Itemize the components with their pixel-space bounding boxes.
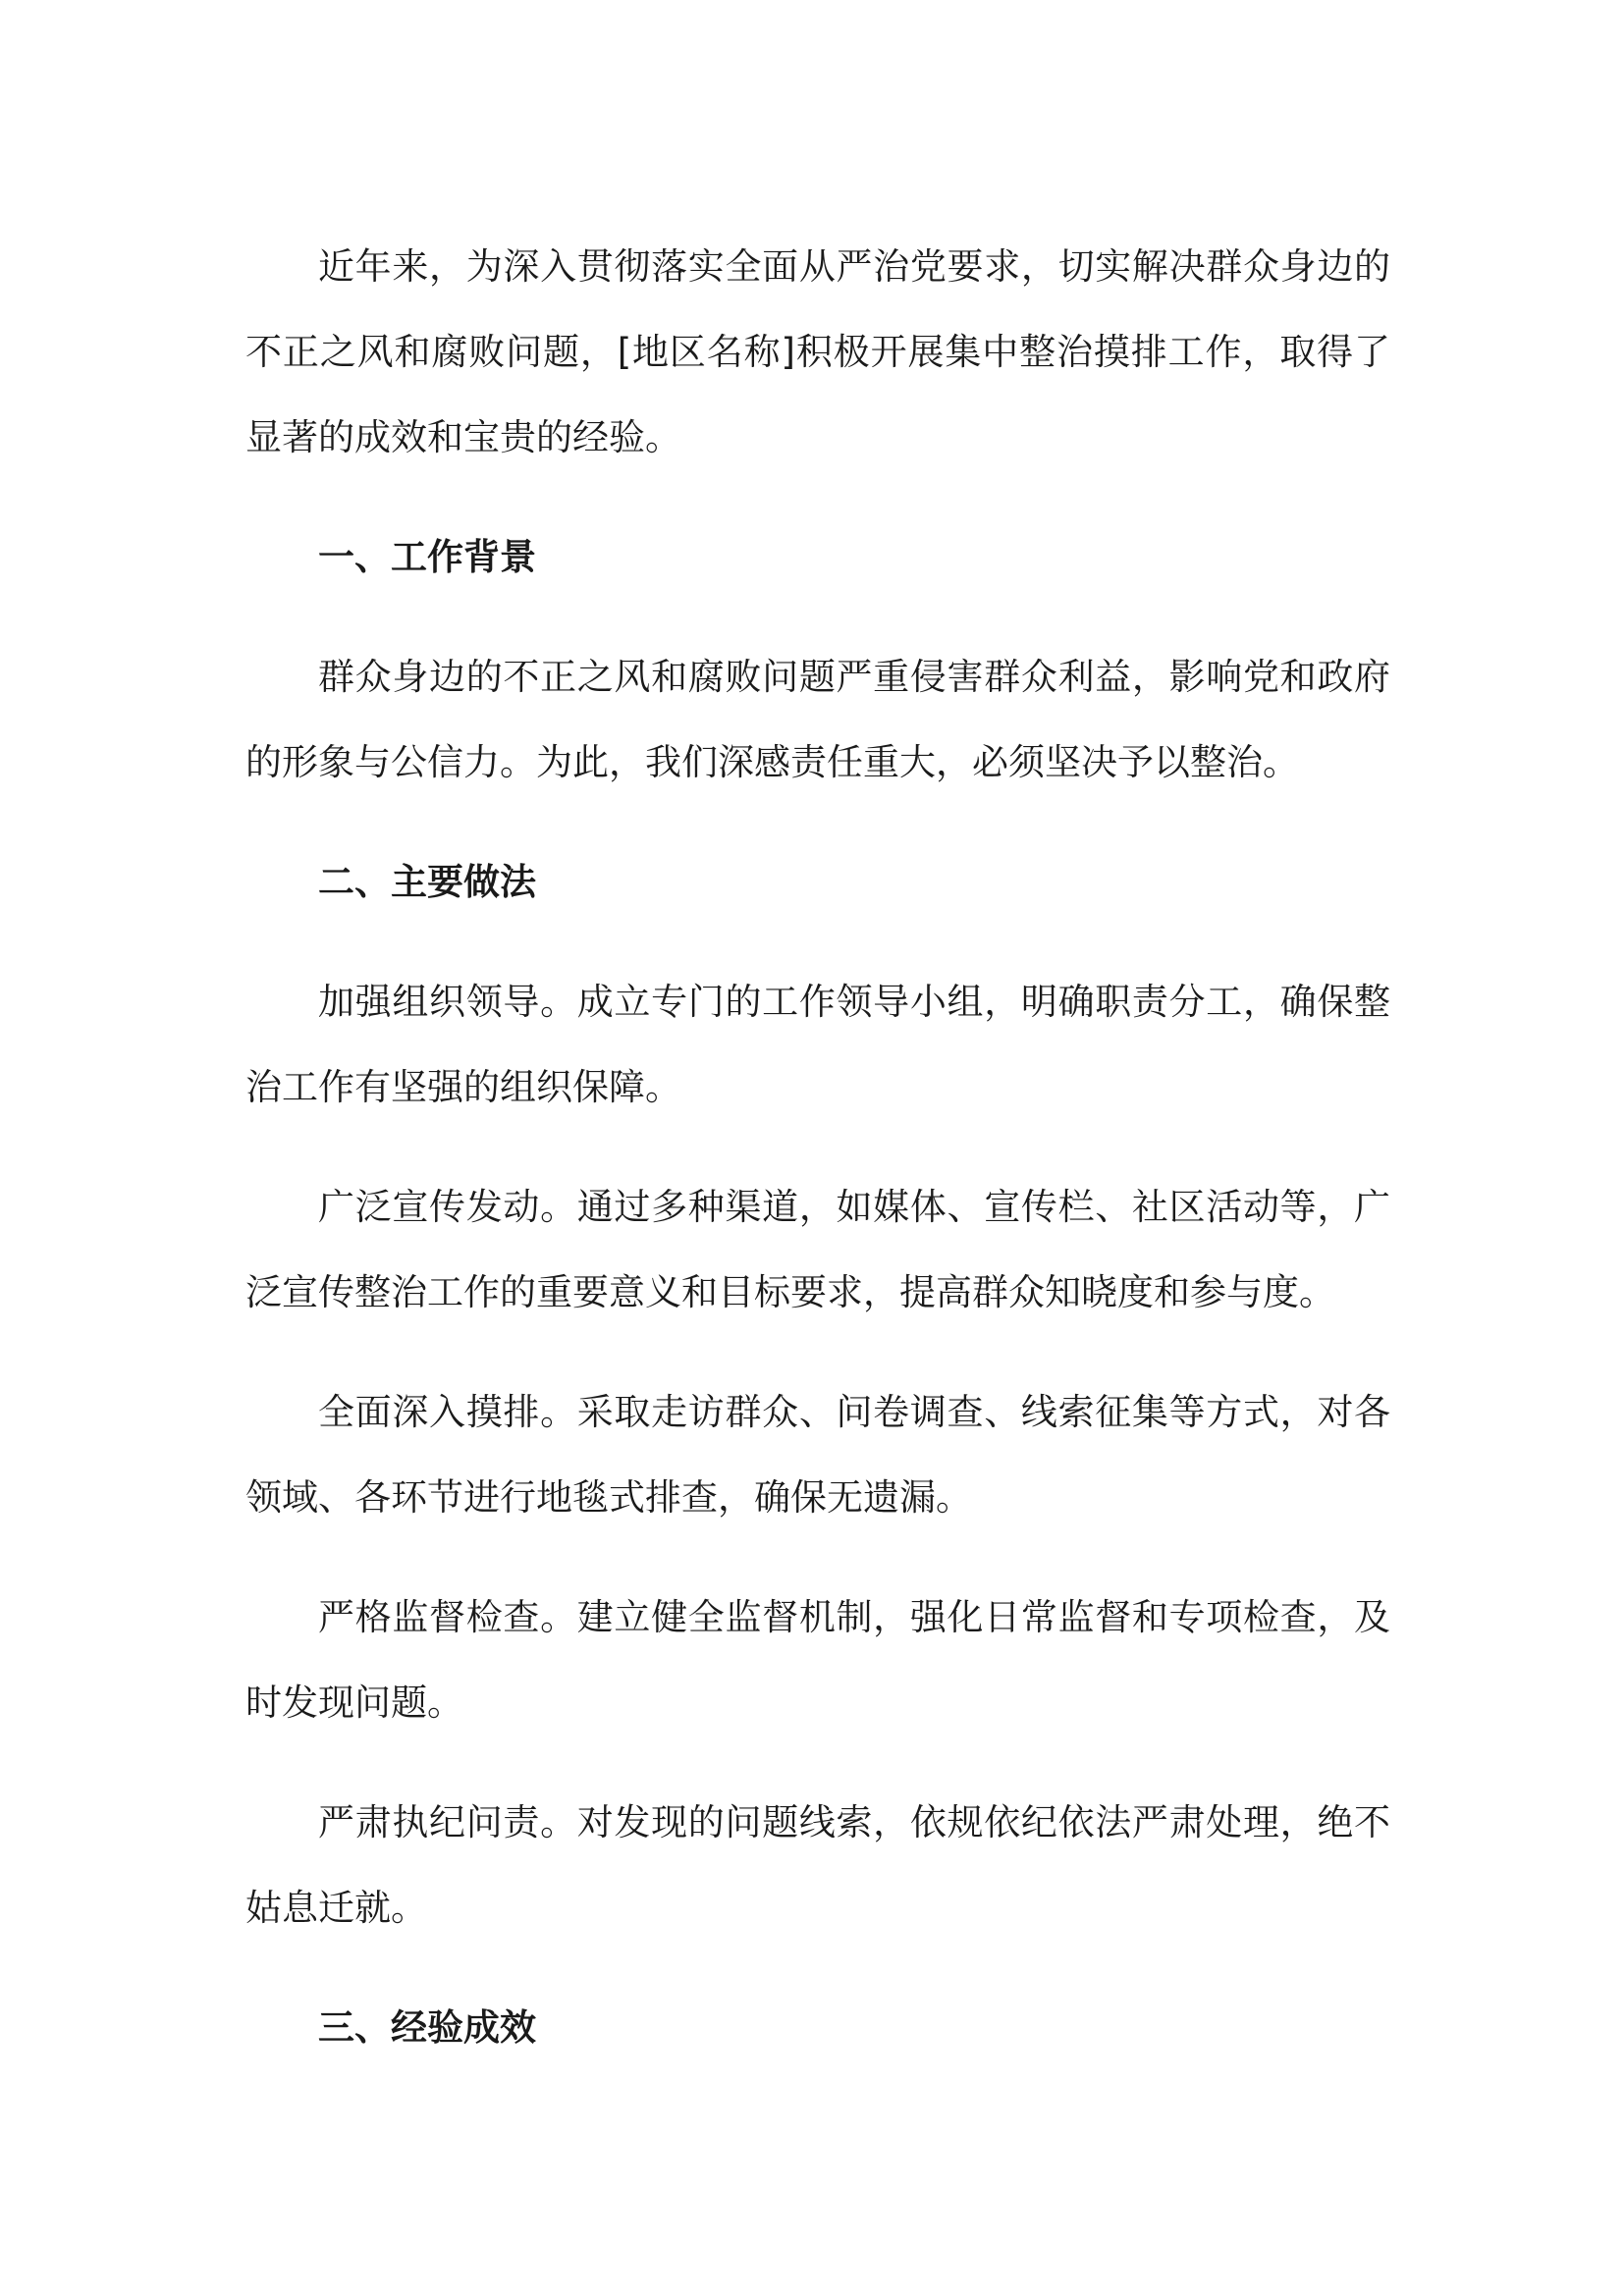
section-heading-results: 三、经验成效 [318, 2006, 536, 2049]
document-body [245, 224, 1390, 2105]
method-paragraph-supervision: 严格监督检查。建立健全监督机制，强化日常监督和专项检查，及时发现问题。 [245, 1596, 1390, 1724]
method-paragraph-publicity: 广泛宣传发动。通过多种渠道，如媒体、宣传栏、社区活动等，广泛宣传整治工作的重要意义和目标要求，提高群众知晓度和参与度。 [245, 1186, 1390, 1313]
method-paragraph-leadership: 加强组织领导。成立专门的工作领导小组，明确职责分工，确保整治工作有坚强的组织保障。 [245, 981, 1390, 1108]
section-heading-methods: 二、主要做法 [318, 861, 536, 903]
section-heading-background: 一、工作背景 [318, 536, 536, 578]
intro-paragraph: 近年来，为深入贯彻落实全面从严治党要求，切实解决群众身边的不正之风和腐败问题，[地区名称]积极开展集中整治摸排工作，取得了显著的成效和宝贵的经验。 [245, 245, 1390, 458]
background-paragraph: 群众身边的不正之风和腐败问题严重侵害群众利益，影响党和政府的形象与公信力。为此，我们深感责任重大，必须坚决予以整治。 [245, 656, 1390, 783]
method-paragraph-accountability: 严肃执纪问责。对发现的问题线索，依规依纪依法严肃处理，绝不姑息迁就。 [245, 1801, 1390, 1929]
method-paragraph-investigation: 全面深入摸排。采取走访群众、问卷调查、线索征集等方式，对各领域、各环节进行地毯式排查，确保无遗漏。 [245, 1391, 1390, 1519]
